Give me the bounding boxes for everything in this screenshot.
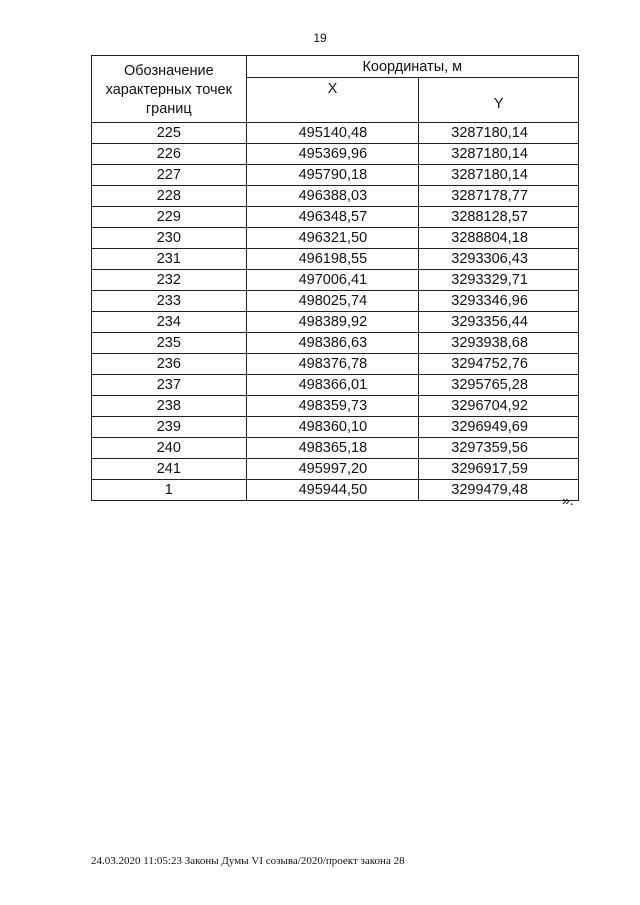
cell-y: 3294752,76 bbox=[419, 354, 579, 375]
table-row bbox=[92, 354, 579, 375]
cell-x: 498389,92 bbox=[246, 312, 419, 333]
cell-x: 495369,96 bbox=[246, 144, 419, 165]
cell-point: 226 bbox=[92, 144, 247, 165]
cell-point: 237 bbox=[92, 375, 247, 396]
table-row bbox=[92, 228, 579, 249]
cell-y: 3293356,44 bbox=[419, 312, 579, 333]
cell-y: 3287180,14 bbox=[419, 123, 579, 144]
cell-x: 498386,63 bbox=[246, 333, 419, 354]
cell-point: 228 bbox=[92, 186, 247, 207]
header-point-designation: Обозначение характерных точек границ bbox=[92, 56, 247, 123]
cell-y: 3299479,48 bbox=[419, 480, 579, 501]
closing-quote: ». bbox=[562, 492, 574, 508]
table-row bbox=[92, 375, 579, 396]
cell-y: 3288804,18 bbox=[419, 228, 579, 249]
cell-point: 239 bbox=[92, 417, 247, 438]
cell-point: 236 bbox=[92, 354, 247, 375]
cell-y: 3295765,28 bbox=[419, 375, 579, 396]
table-row bbox=[92, 165, 579, 186]
table-row bbox=[92, 333, 579, 354]
header-coordinates: Координаты, м bbox=[246, 56, 578, 78]
header-y: Y bbox=[419, 78, 579, 123]
cell-x: 498359,73 bbox=[246, 396, 419, 417]
cell-point: 1 bbox=[92, 480, 247, 501]
cell-point: 233 bbox=[92, 291, 247, 312]
table-row bbox=[92, 186, 579, 207]
cell-x: 495997,20 bbox=[246, 459, 419, 480]
cell-x: 496348,57 bbox=[246, 207, 419, 228]
table-row bbox=[92, 480, 579, 501]
cell-y: 3297359,56 bbox=[419, 438, 579, 459]
cell-point: 231 bbox=[92, 249, 247, 270]
cell-point: 241 bbox=[92, 459, 247, 480]
cell-x: 498365,18 bbox=[246, 438, 419, 459]
header-x: X bbox=[246, 78, 419, 123]
cell-point: 240 bbox=[92, 438, 247, 459]
cell-x: 496321,50 bbox=[246, 228, 419, 249]
cell-y: 3287178,77 bbox=[419, 186, 579, 207]
cell-x: 498366,01 bbox=[246, 375, 419, 396]
coordinates-table bbox=[91, 55, 579, 501]
cell-x: 495140,48 bbox=[246, 123, 419, 144]
cell-y: 3293938,68 bbox=[419, 333, 579, 354]
cell-y: 3288128,57 bbox=[419, 207, 579, 228]
table-body bbox=[92, 123, 579, 501]
footer-stamp: 24.03.2020 11:05:23 Законы Думы VI созыва/2020/проект закона 28 bbox=[91, 855, 405, 867]
page-number: 19 bbox=[313, 31, 327, 45]
cell-point: 232 bbox=[92, 270, 247, 291]
cell-x: 495944,50 bbox=[246, 480, 419, 501]
cell-x: 496388,03 bbox=[246, 186, 419, 207]
table-row bbox=[92, 396, 579, 417]
cell-x: 496198,55 bbox=[246, 249, 419, 270]
cell-x: 498360,10 bbox=[246, 417, 419, 438]
cell-y: 3296949,69 bbox=[419, 417, 579, 438]
cell-y: 3296917,59 bbox=[419, 459, 579, 480]
cell-point: 234 bbox=[92, 312, 247, 333]
cell-y: 3296704,92 bbox=[419, 396, 579, 417]
table-row bbox=[92, 249, 579, 270]
cell-y: 3287180,14 bbox=[419, 144, 579, 165]
cell-y: 3293329,71 bbox=[419, 270, 579, 291]
cell-y: 3293306,43 bbox=[419, 249, 579, 270]
cell-y: 3293346,96 bbox=[419, 291, 579, 312]
cell-point: 229 bbox=[92, 207, 247, 228]
table-row bbox=[92, 438, 579, 459]
table-row bbox=[92, 270, 579, 291]
table-row bbox=[92, 144, 579, 165]
table-row bbox=[92, 291, 579, 312]
cell-point: 227 bbox=[92, 165, 247, 186]
cell-x: 498376,78 bbox=[246, 354, 419, 375]
cell-point: 230 bbox=[92, 228, 247, 249]
cell-point: 235 bbox=[92, 333, 247, 354]
cell-x: 498025,74 bbox=[246, 291, 419, 312]
table-row bbox=[92, 459, 579, 480]
table-row bbox=[92, 417, 579, 438]
table-row bbox=[92, 207, 579, 228]
cell-x: 497006,41 bbox=[246, 270, 419, 291]
cell-point: 225 bbox=[92, 123, 247, 144]
table-row bbox=[92, 312, 579, 333]
cell-point: 238 bbox=[92, 396, 247, 417]
cell-y: 3287180,14 bbox=[419, 165, 579, 186]
table-row bbox=[92, 123, 579, 144]
cell-x: 495790,18 bbox=[246, 165, 419, 186]
